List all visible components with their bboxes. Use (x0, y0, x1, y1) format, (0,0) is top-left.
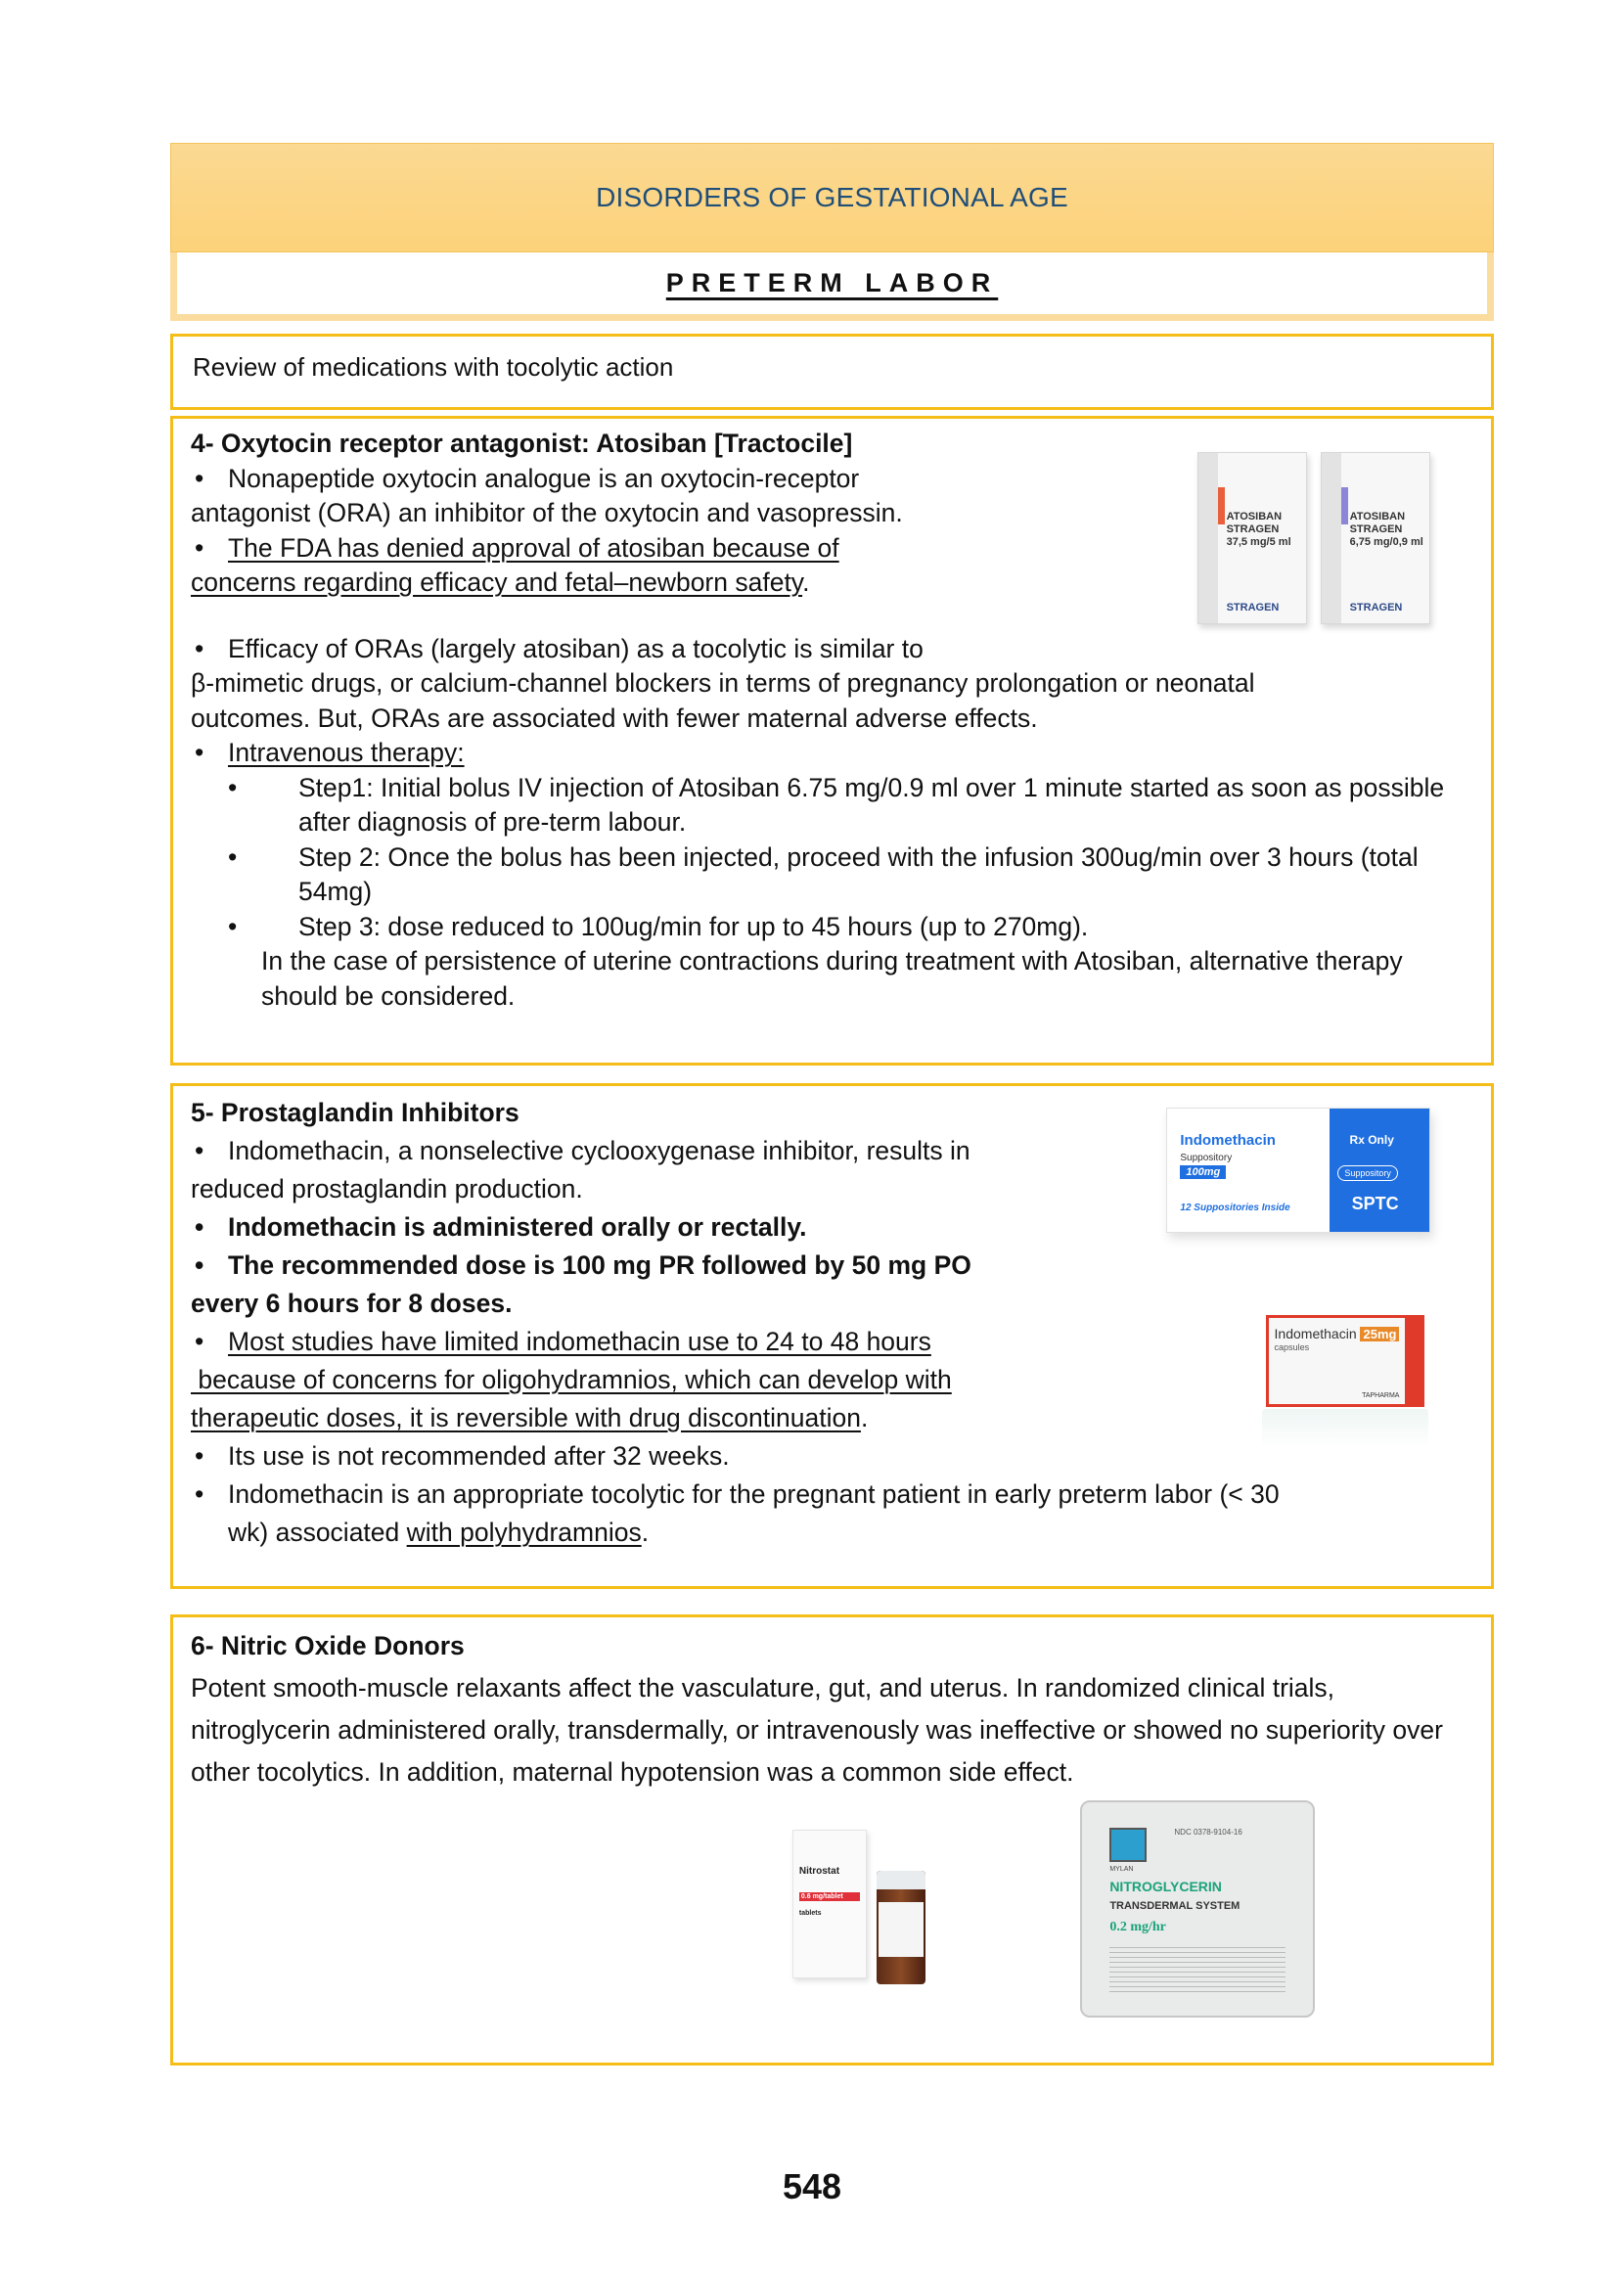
bullet-icon: • (195, 463, 204, 493)
bullet-icon: • (195, 1212, 204, 1242)
intro-box (170, 334, 1494, 410)
bullet-icon: • (228, 772, 238, 802)
bullet-icon: • (195, 1441, 204, 1471)
section-body: Potent smooth-muscle relaxants affect the vasculature, gut, and uterus. In randomized clinical trials, nitroglycerin administered orally, transdermally, or intravenously was ineffective or showed no superiority over other tocolytics. In addition, maternal hypotension was a common side effect. (191, 1673, 1443, 1787)
product-type: Suppository (1180, 1153, 1233, 1164)
box-side-panel (1330, 1109, 1429, 1232)
section-title: 5- Prostaglandin Inhibitors (191, 1098, 519, 1127)
indomethacin-capsules-image (1266, 1315, 1424, 1407)
bullet-icon: • (228, 841, 238, 872)
bullet-icon: • (195, 1479, 204, 1509)
bullet-continuation: outcomes. But, ORAs are associated with fewer maternal adverse effects. (191, 703, 1038, 733)
bullet-icon: • (195, 1136, 204, 1165)
form-badge: Suppository (1337, 1165, 1398, 1181)
bullet-item: • Its use is not recommended after 32 weeks. (191, 1437, 1473, 1476)
bullet-item: • The FDA has denied approval of atosiban because of (191, 531, 1473, 567)
product-name: Indomethacin (1180, 1132, 1276, 1150)
color-stripe (1218, 487, 1225, 524)
bullet-icon: • (195, 1250, 204, 1280)
product-dose: 0.6 mg/tablet (799, 1892, 860, 1901)
bullet-item: • Indomethacin is an appropriate tocolytic for the pregnant patient in early preterm labor (< 30 (191, 1476, 1473, 1514)
nitroglycerin-patch-image (1080, 1800, 1315, 2018)
step-item: • Step 2: Once the bolus has been injected, proceed with the infusion 300ug/min over 3 hours (total 54mg) (228, 841, 1419, 906)
bullet-icon: • (228, 911, 238, 941)
bottle-cap (877, 1871, 925, 1889)
step-item: • Step1: Initial bolus IV injection of Atosiban 6.75 mg/0.9 ml over 1 minute started as soon as possible after diagnosis of pre-term labour. (228, 772, 1445, 837)
bullet-item: • Indomethacin, a nonselective cyclooxygenase inhibitor, results in (191, 1132, 1473, 1170)
atosiban-box-image (1321, 452, 1430, 624)
bottle-label (879, 1902, 924, 1957)
chapter-title: DISORDERS OF GESTATIONAL AGE (596, 182, 1068, 212)
product-label: ATOSIBAN STRAGEN 37,5 mg/5 ml (1226, 511, 1291, 549)
product-type: TRANSDERMAL SYSTEM (1109, 1900, 1241, 1913)
product-name: NITROGLYCERIN (1109, 1879, 1222, 1895)
product-name: Nitrostat (798, 1866, 840, 1877)
bullet-item: • The recommended dose is 100 mg PR followed by 50 mg PO (191, 1247, 1473, 1285)
product-dose: 25mg (1360, 1327, 1399, 1341)
bullet-continuation: concerns regarding efficacy and fetal–newborn safety. (191, 568, 810, 597)
product-label: ATOSIBAN STRAGEN 6,75 mg/0,9 ml (1349, 511, 1423, 549)
topic-title: PRETERM LABOR (665, 268, 999, 297)
product-dose: 100mg (1180, 1165, 1226, 1179)
bullet-continuation: every 6 hours for 8 doses. (191, 1289, 513, 1318)
topic-header (170, 252, 1494, 321)
bullet-item: • Indomethacin is administered orally or rectally. (191, 1208, 1473, 1247)
brand-logo: STRAGEN (1226, 601, 1280, 613)
bullet-item: • Intravenous therapy: (191, 736, 1473, 771)
section-title: 4- Oxytocin receptor antagonist: Atosiban [Tractocile] (191, 429, 853, 458)
color-stripe (1341, 487, 1348, 524)
product-name: Indomethacin (1274, 1325, 1357, 1341)
page-number: 548 (782, 2166, 842, 2206)
note-text: In the case of persistence of uterine contractions during treatment with Atosiban, alternative therapy should be considered. (261, 946, 1403, 1011)
nitrostat-bottle-image (877, 1871, 925, 1984)
intro-text: Review of medications with tocolytic action (193, 352, 674, 382)
product-type: capsules (1274, 1341, 1310, 1352)
indomethacin-suppository-image (1166, 1108, 1430, 1233)
ndc-number: NDC 0378-9104-16 (1174, 1828, 1242, 1838)
bullet-continuation: β-mimetic drugs, or calcium-channel blockers in terms of pregnancy prolongation or neonatal (191, 668, 1255, 698)
bullet-continuation: reduced prostaglandin production. (191, 1174, 583, 1203)
brand-logo: TAPHARMA (1362, 1391, 1400, 1399)
bullet-continuation: because of concerns for oligohydramnios, which can develop with (191, 1365, 952, 1394)
atosiban-box-image (1197, 452, 1307, 624)
brand-name: MYLAN (1109, 1866, 1134, 1874)
rx-label: Rx Only (1349, 1133, 1394, 1148)
blister-pack-image (1262, 1409, 1428, 1448)
brand-logo: SPTC (1351, 1194, 1399, 1214)
bullet-icon: • (195, 738, 204, 767)
product-dose: 0.2 mg/hr (1109, 1919, 1166, 1934)
brand-logo: STRAGEN (1349, 601, 1403, 613)
step-item: • Step 3: dose reduced to 100ug/min for up to 45 hours (up to 270mg). (191, 910, 1473, 945)
bullet-item: • Most studies have limited indomethacin use to 24 to 48 hours (191, 1323, 1473, 1361)
bullet-icon: • (195, 1327, 204, 1356)
bullet-icon: • (195, 532, 204, 563)
product-form: tablets (798, 1910, 822, 1917)
bullet-continuation: wk) associated with polyhydramnios. (228, 1518, 650, 1547)
section-title: 6- Nitric Oxide Donors (191, 1631, 465, 1660)
bullet-item: • Nonapeptide oxytocin analogue is an oxytocin-receptor (191, 462, 1473, 497)
bullet-continuation: antagonist (ORA) an inhibitor of the oxytocin and vasopressin. (191, 498, 903, 527)
bullet-item: • Efficacy of ORAs (largely atosiban) as a tocolytic is similar to (191, 632, 1473, 667)
product-count: 12 Suppositories Inside (1180, 1202, 1290, 1213)
mylan-logo-icon (1109, 1828, 1147, 1862)
bullet-continuation: therapeutic doses, it is reversible with drug discontinuation. (191, 1403, 869, 1432)
bullet-icon: • (195, 633, 204, 663)
chapter-header (170, 143, 1494, 252)
nitrostat-box-image (792, 1830, 867, 1978)
fine-print (1109, 1943, 1285, 1994)
